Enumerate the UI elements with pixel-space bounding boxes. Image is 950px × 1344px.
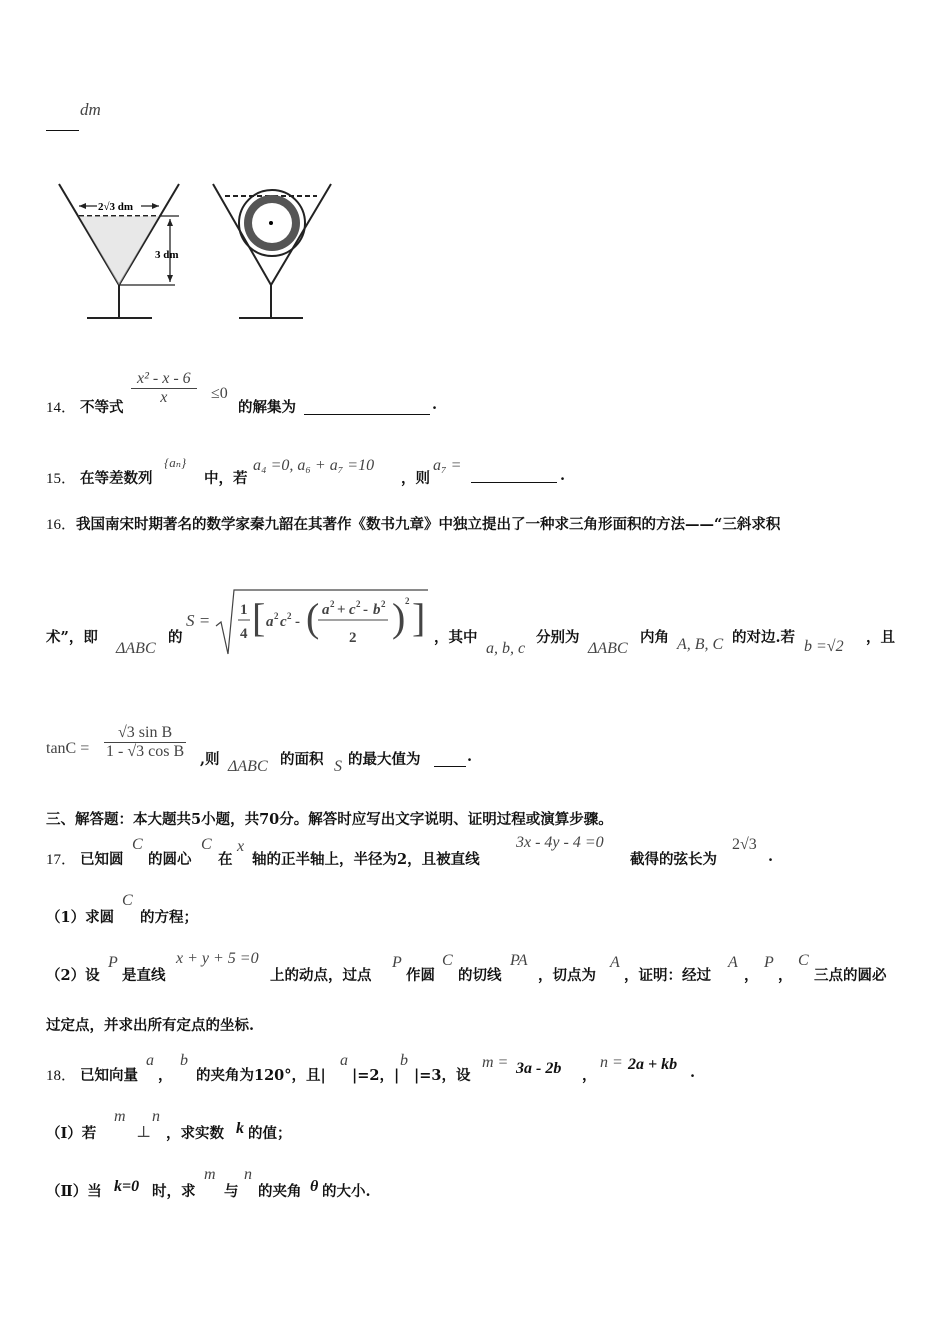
water-shading — [79, 216, 159, 285]
question-16-line-2: 术”，即 ΔABC 的 S = 1 4 [ a 2 c 2 - ( a 2 + c 2 - b 2 2 ) 2 ] ，其中 a, b, c 分别为 ΔABC 内角 A, B, C 的对边.若 b =√2 ，且 — [46, 586, 926, 661]
svg-text:]: ] — [412, 595, 426, 640]
question-17-part-2: （2）设 P 是直线 x + y + 5 =0 上的动点，过点 P 作圆 C 的切线 PA ，切点为 A ，证明：经过 A ， P ， C 三点的圆必 — [46, 950, 887, 984]
tan-fraction: $\frac{\text{√3 sin B}}{\text{1 - √3 cos B}}$ — [106, 724, 185, 760]
inequality-fraction: $\frac{\text{x² - x - 6}}{x}$ — [131, 370, 197, 407]
svg-text:c: c — [280, 614, 287, 630]
svg-text:2: 2 — [356, 599, 361, 609]
answer-blank — [46, 112, 79, 131]
svg-text:2: 2 — [381, 599, 386, 609]
svg-text:): ) — [392, 595, 406, 640]
question-18-part-2: （Ⅱ）当 k=0 时，求 m 与 n 的夹角 θ 的大小. — [46, 1166, 371, 1200]
question-15: 15． 在等差数列 {aₙ} 中，若 a₄ =0, a₆ + a₇ =10 ，则 a₇ = . — [46, 455, 566, 487]
svg-text:-: - — [295, 614, 300, 630]
svg-text:1: 1 — [240, 602, 248, 618]
svg-text:2: 2 — [274, 611, 279, 621]
question-16-line-3: tanC = $\frac{\text{√3 sin B}}{\text{1 - √3 cos B}}$ ,则 ΔABC 的面积 S 的最大值为 . — [46, 724, 473, 775]
question-17: 17． 已知圆 C 的圆心 C 在 x 轴的正半轴上，半径为2，且被直线 3x - 4y - 4 =0 截得的弦长为 2√3 . — [46, 834, 774, 868]
svg-text:[: [ — [252, 595, 266, 640]
svg-text:2: 2 — [405, 596, 410, 606]
svg-text:+: + — [337, 602, 346, 618]
heron-formula — [214, 586, 429, 658]
svg-text:2: 2 — [330, 599, 335, 609]
question-16-line-1: 16．我国南宋时期著名的数学家秦九韶在其著作《数书九章》中独立提出了一种求三角形面积的方法——“三斜求积 — [46, 516, 781, 533]
question-18-part-1: （Ⅰ）若 m ⊥ n ，求实数 k 的值； — [46, 1108, 292, 1142]
svg-text:a: a — [322, 602, 330, 618]
unit-dm: dm — [80, 100, 101, 119]
svg-text:(: ( — [306, 595, 320, 640]
cone-glass-figure — [55, 178, 345, 326]
svg-text:4: 4 — [240, 626, 248, 642]
svg-text:2: 2 — [287, 611, 292, 621]
question-18: 18． 已知向量 a ， b 的夹角为120°，且| a |=2，| b |=3，设 m = 3a - 2b ， n = 2a + kb . — [46, 1052, 696, 1084]
height-label: 3 dm — [155, 249, 179, 261]
section-3-heading: 三、解答题：本大题共5小题，共70分。解答时应写出文字说明、证明过程或演算步骤。 — [46, 811, 613, 828]
width-label: 2√3 dm — [98, 201, 134, 213]
svg-text:2: 2 — [349, 630, 357, 646]
question-17-part-2-cont: 过定点，并求出所有定点的坐标. — [46, 1017, 255, 1034]
svg-text:-: - — [363, 602, 368, 618]
svg-text:c: c — [349, 602, 356, 618]
question-17-part-1: （1）求圆 C 的方程； — [46, 892, 198, 926]
svg-text:a: a — [266, 614, 274, 630]
svg-text:b: b — [373, 602, 381, 618]
top-answer-blank — [46, 112, 79, 135]
